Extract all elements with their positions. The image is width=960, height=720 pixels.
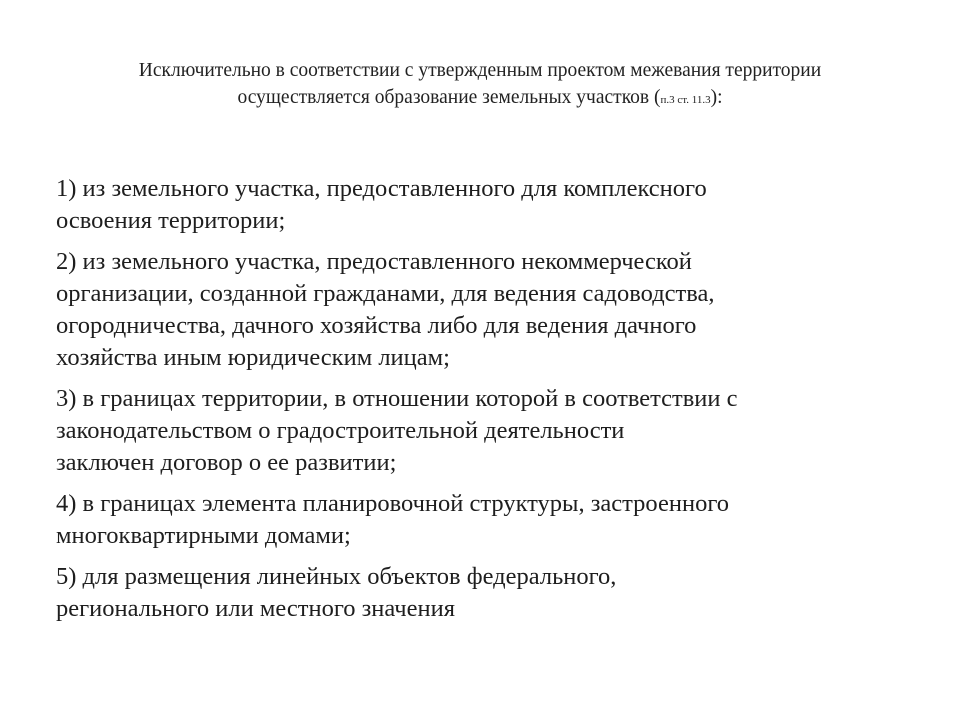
list-item-line: организации, созданной гражданами, для ведения садоводства, [56,280,715,307]
list-item-line: 1) из земельного участка, предоставленного для комплексного [56,175,707,202]
list-item-3 [56,383,936,479]
heading-line-1: Исключительно в соответствии с утвержденным проектом межевания территории [138,60,822,81]
list-item-line: освоения территории; [56,207,286,234]
list-item-line: 5) для размещения линейных объектов федерального, [56,563,617,590]
list-item-2 [56,246,936,374]
list-item-line: многоквартирными домами; [56,522,351,549]
list-item-line: 2) из земельного участка, предоставленного некоммерческой [56,248,692,275]
list-item-line: регионального или местного значения [56,595,455,622]
list-item-line: законодательством о градостроительной деятельности [56,417,625,444]
heading-line-2-start: осуществляется образование земельных участков ( [237,87,661,108]
list-item-1 [56,173,936,237]
heading-reference: п.3 ст. 11.3 [660,94,711,106]
list-item-line: 4) в границах элемента планировочной структуры, застроенного [56,490,730,517]
list-item-line: заключен договор о ее развитии; [56,449,397,476]
heading-line-2 [40,84,920,114]
slide-heading [40,57,920,114]
list-item-4 [56,488,936,552]
heading-line-2-end: ): [710,87,723,108]
conditions-list [56,173,936,634]
list-item-5 [56,561,936,625]
list-item-line: хозяйства иным юридическим лицам; [56,344,450,371]
list-item-line: 3) в границах территории, в отношении которой в соответствии с [56,385,738,412]
list-item-line: огородничества, дачного хозяйства либо для ведения дачного [56,312,697,339]
